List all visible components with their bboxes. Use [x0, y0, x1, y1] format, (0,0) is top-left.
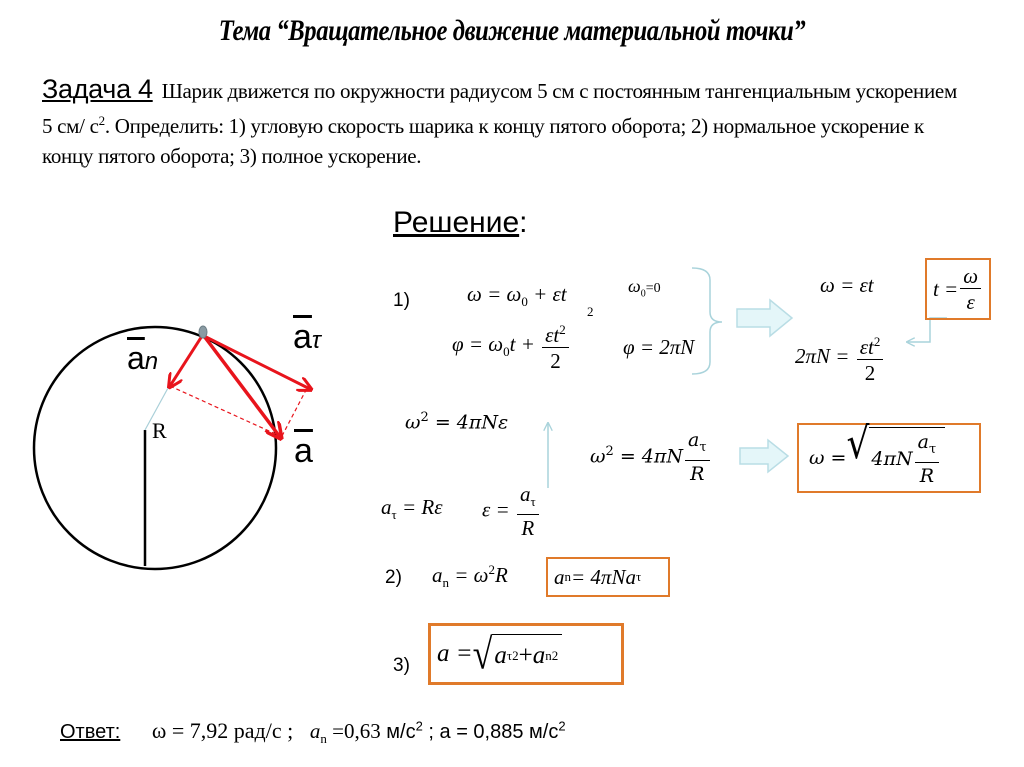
step-2-label: 2): [385, 567, 402, 588]
step-3-label: 3): [393, 655, 410, 676]
eq-an: $a_n = \omega^2R$: [432, 562, 508, 591]
eq-omega-boxed: ω = √ 4πN $\frac{a_\tau}{R}$: [797, 423, 981, 493]
eq-2piN: 2πN = $\frac{\varepsilon t^2}{2}$: [795, 330, 885, 386]
eq-phi: $\varphi = \omega_0t$ + $\frac{\varepsilon t^2}{2}$: [452, 318, 571, 374]
eq-atau: $a_\tau = R\varepsilon$: [381, 495, 443, 523]
answer-a: a = 0,885 $м/с^2$: [439, 718, 566, 743]
task-text-2: . Определить: 1) угловую скорость шарика к концу пятого оборота; 2) нормальное ускорение к концу пятого оборота; 3) полное ускорение.: [42, 114, 924, 168]
label-an: $\overline{a}n$: [127, 340, 159, 376]
answer-line: Ответ: ω = 7,92 рад/с ; $a_n =0,63$ $м/с^2$ ; a = 0,885 $м/с^2$: [60, 718, 566, 747]
label-a: $\overline{a}$: [294, 432, 313, 470]
block-arrow-1-icon: [737, 300, 792, 336]
slide-title: Тема “Вращательное движение материальной точки”: [218, 14, 806, 47]
answer-an: $a_n =0,63$: [309, 719, 381, 747]
eq-omega: $\omega = \omega_0 + \varepsilon t$: [467, 282, 567, 310]
eq-a-boxed: a = √ a τ 2 + a n 2: [428, 623, 624, 685]
task-text-1: Шарик движется по окружности радиусом 5 см с постоянным тангенциальным ускорением 5 см/ с: [42, 79, 957, 138]
stray-exponent: 2: [587, 304, 594, 319]
answer-omega: ω = 7,92 рад/с ;: [151, 718, 294, 743]
task-label: Задача 4: [42, 74, 153, 104]
block-arrow-2-icon: [740, 440, 788, 472]
label-R: R: [152, 418, 167, 443]
label-a-tau: $\overline{a}\tau$: [293, 318, 321, 356]
eq-omega2-atau: $\omega^2 = 4\pi N$ $\frac{a_\tau}{R}$: [590, 428, 712, 487]
answer-an-unit: $м/с^2$: [380, 718, 423, 743]
eq-eps: ε = $\frac{a_\tau}{R}$: [482, 482, 541, 541]
answer-label: Ответ:: [60, 721, 121, 743]
eq-omega0: $\omega_0=0$: [628, 276, 661, 300]
solution-heading: Решение:: [393, 206, 528, 239]
eq-phi-2piN: φ = 2πN: [623, 335, 695, 359]
eq-omega-eps-t: ω = εt: [820, 273, 874, 297]
eq-t-boxed: t = $\frac{\omega}{\varepsilon}$: [925, 258, 991, 320]
step-1-label: 1): [393, 290, 410, 311]
circle-diagram: [34, 326, 310, 569]
eq-an-boxed: a n = 4πNa τ: [546, 557, 670, 597]
task-sup: 2: [98, 113, 105, 128]
brace: [692, 268, 722, 374]
eq-omega2-eps: $\omega^2 = 4\pi N\varepsilon$: [405, 410, 509, 434]
